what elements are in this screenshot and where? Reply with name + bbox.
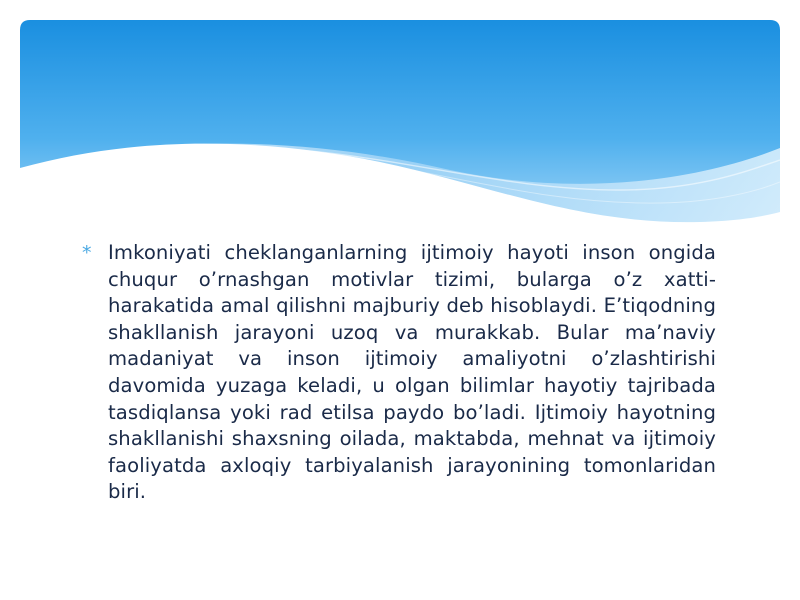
wave-graphic: [20, 20, 780, 235]
bullet-paragraph: [82, 240, 716, 506]
body-text: Imkoniyati cheklanganlarning ijtimoiy hayoti inson ongida chuqur o’rnashgan motivlar tizimi, bularga o’z xatti-harakatida amal qilishni majburiy deb hisoblaydi. E’tiqodning shakllanish jarayoni uzoq va murakkab. Bular ma’naviy madaniyat va inson ijtimoiy amaliyotni o’zlashtirishi davomida yuzaga keladi, u olgan bilimlar hayotiy tajribada tasdiqlansa yoki rad etilsa paydo bo’ladi. Ijtimoiy hayotning shakllanishi shaxsning oilada, maktabda, mehnat va ijtimoiy faoliyatda axloqiy tarbiyalanish jarayonining tomonlaridan biri.: [108, 241, 716, 504]
bullet-asterisk-icon: *: [82, 242, 92, 264]
header-wave-banner: [20, 20, 780, 235]
